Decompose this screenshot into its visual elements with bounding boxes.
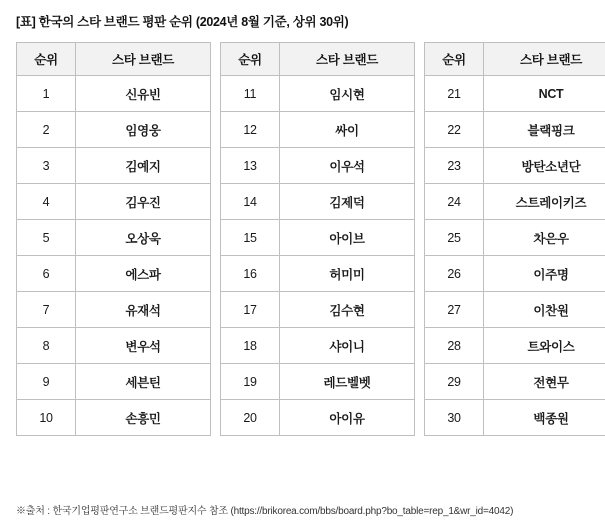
cell-rank: 8 — [17, 328, 76, 364]
column-header-rank: 순위 — [425, 43, 484, 76]
column-header-brand: 스타 브랜드 — [484, 43, 605, 76]
table-row — [425, 76, 605, 112]
table-row — [425, 148, 605, 184]
cell-rank: 7 — [17, 292, 76, 328]
cell-rank: 11 — [221, 76, 280, 112]
cell-rank: 28 — [425, 328, 484, 364]
table-row — [425, 112, 605, 148]
cell-rank: 3 — [17, 148, 76, 184]
table-row — [17, 400, 211, 436]
table-row — [17, 220, 211, 256]
table-row — [17, 184, 211, 220]
column-header-rank: 순위 — [221, 43, 280, 76]
cell-rank: 17 — [221, 292, 280, 328]
table-row — [17, 364, 211, 400]
table-row — [221, 328, 415, 364]
cell-brand: 임영웅 — [76, 112, 211, 148]
cell-brand: 이우석 — [280, 148, 415, 184]
table-row — [17, 76, 211, 112]
table-row — [221, 184, 415, 220]
cell-rank: 2 — [17, 112, 76, 148]
cell-rank: 30 — [425, 400, 484, 436]
cell-rank: 18 — [221, 328, 280, 364]
table-row — [221, 256, 415, 292]
cell-brand: 세븐틴 — [76, 364, 211, 400]
table-row — [221, 112, 415, 148]
cell-brand: 김수현 — [280, 292, 415, 328]
cell-brand: 손흥민 — [76, 400, 211, 436]
cell-rank: 5 — [17, 220, 76, 256]
table-row — [425, 220, 605, 256]
table-row — [425, 256, 605, 292]
column-header-rank: 순위 — [17, 43, 76, 76]
cell-rank: 21 — [425, 76, 484, 112]
cell-brand: 아이유 — [280, 400, 415, 436]
table-row — [17, 112, 211, 148]
cell-rank: 10 — [17, 400, 76, 436]
cell-brand: NCT — [484, 76, 605, 112]
column-header-brand: 스타 브랜드 — [76, 43, 211, 76]
cell-brand: 방탄소년단 — [484, 148, 605, 184]
cell-rank: 24 — [425, 184, 484, 220]
table-header-row — [425, 43, 605, 76]
cell-brand: 전현무 — [484, 364, 605, 400]
cell-brand: 허미미 — [280, 256, 415, 292]
cell-rank: 14 — [221, 184, 280, 220]
cell-brand: 싸이 — [280, 112, 415, 148]
cell-rank: 13 — [221, 148, 280, 184]
column-header-brand: 스타 브랜드 — [280, 43, 415, 76]
cell-brand: 신유빈 — [76, 76, 211, 112]
rank-table-3 — [424, 42, 605, 436]
cell-rank: 23 — [425, 148, 484, 184]
cell-rank: 9 — [17, 364, 76, 400]
cell-brand: 이찬원 — [484, 292, 605, 328]
cell-brand: 김제덕 — [280, 184, 415, 220]
cell-rank: 26 — [425, 256, 484, 292]
cell-brand: 트와이스 — [484, 328, 605, 364]
table-row — [425, 364, 605, 400]
table-row — [221, 364, 415, 400]
table-row — [221, 400, 415, 436]
table-row — [221, 292, 415, 328]
rank-tables-container — [14, 42, 591, 436]
cell-brand: 블랙핑크 — [484, 112, 605, 148]
cell-rank: 29 — [425, 364, 484, 400]
cell-rank: 25 — [425, 220, 484, 256]
cell-rank: 16 — [221, 256, 280, 292]
cell-brand: 차은우 — [484, 220, 605, 256]
table-row — [425, 400, 605, 436]
cell-rank: 12 — [221, 112, 280, 148]
cell-brand: 김우진 — [76, 184, 211, 220]
cell-brand: 변우석 — [76, 328, 211, 364]
rank-table-2 — [220, 42, 415, 436]
cell-brand: 김예지 — [76, 148, 211, 184]
cell-brand: 오상욱 — [76, 220, 211, 256]
cell-brand: 임시현 — [280, 76, 415, 112]
cell-rank: 6 — [17, 256, 76, 292]
table-row — [17, 328, 211, 364]
table-row — [17, 256, 211, 292]
table-header-row — [17, 43, 211, 76]
table-row — [221, 76, 415, 112]
cell-rank: 27 — [425, 292, 484, 328]
table-row — [17, 148, 211, 184]
table-row — [425, 328, 605, 364]
cell-brand: 아이브 — [280, 220, 415, 256]
table-row — [221, 148, 415, 184]
source-footnote: ※출처 : 한국기업평판연구소 브랜드평판지수 참조 (https://brikorea.com/bbs/board.php?bo_table=rep_1&wr_id=4042) — [16, 506, 514, 517]
table-row — [425, 184, 605, 220]
cell-brand: 에스파 — [76, 256, 211, 292]
cell-rank: 19 — [221, 364, 280, 400]
cell-rank: 20 — [221, 400, 280, 436]
rank-table-1 — [16, 42, 211, 436]
table-row — [221, 220, 415, 256]
cell-rank: 4 — [17, 184, 76, 220]
page-title: [표] 한국의 스타 브랜드 평판 순위 (2024년 8월 기준, 상위 30위) — [16, 15, 349, 29]
cell-brand: 레드벨벳 — [280, 364, 415, 400]
cell-rank: 15 — [221, 220, 280, 256]
table-row — [425, 292, 605, 328]
table-header-row — [221, 43, 415, 76]
table-row — [17, 292, 211, 328]
cell-brand: 유재석 — [76, 292, 211, 328]
cell-brand: 스트레이키즈 — [484, 184, 605, 220]
cell-brand: 백종원 — [484, 400, 605, 436]
cell-rank: 22 — [425, 112, 484, 148]
cell-rank: 1 — [17, 76, 76, 112]
cell-brand: 이주명 — [484, 256, 605, 292]
cell-brand: 샤이니 — [280, 328, 415, 364]
